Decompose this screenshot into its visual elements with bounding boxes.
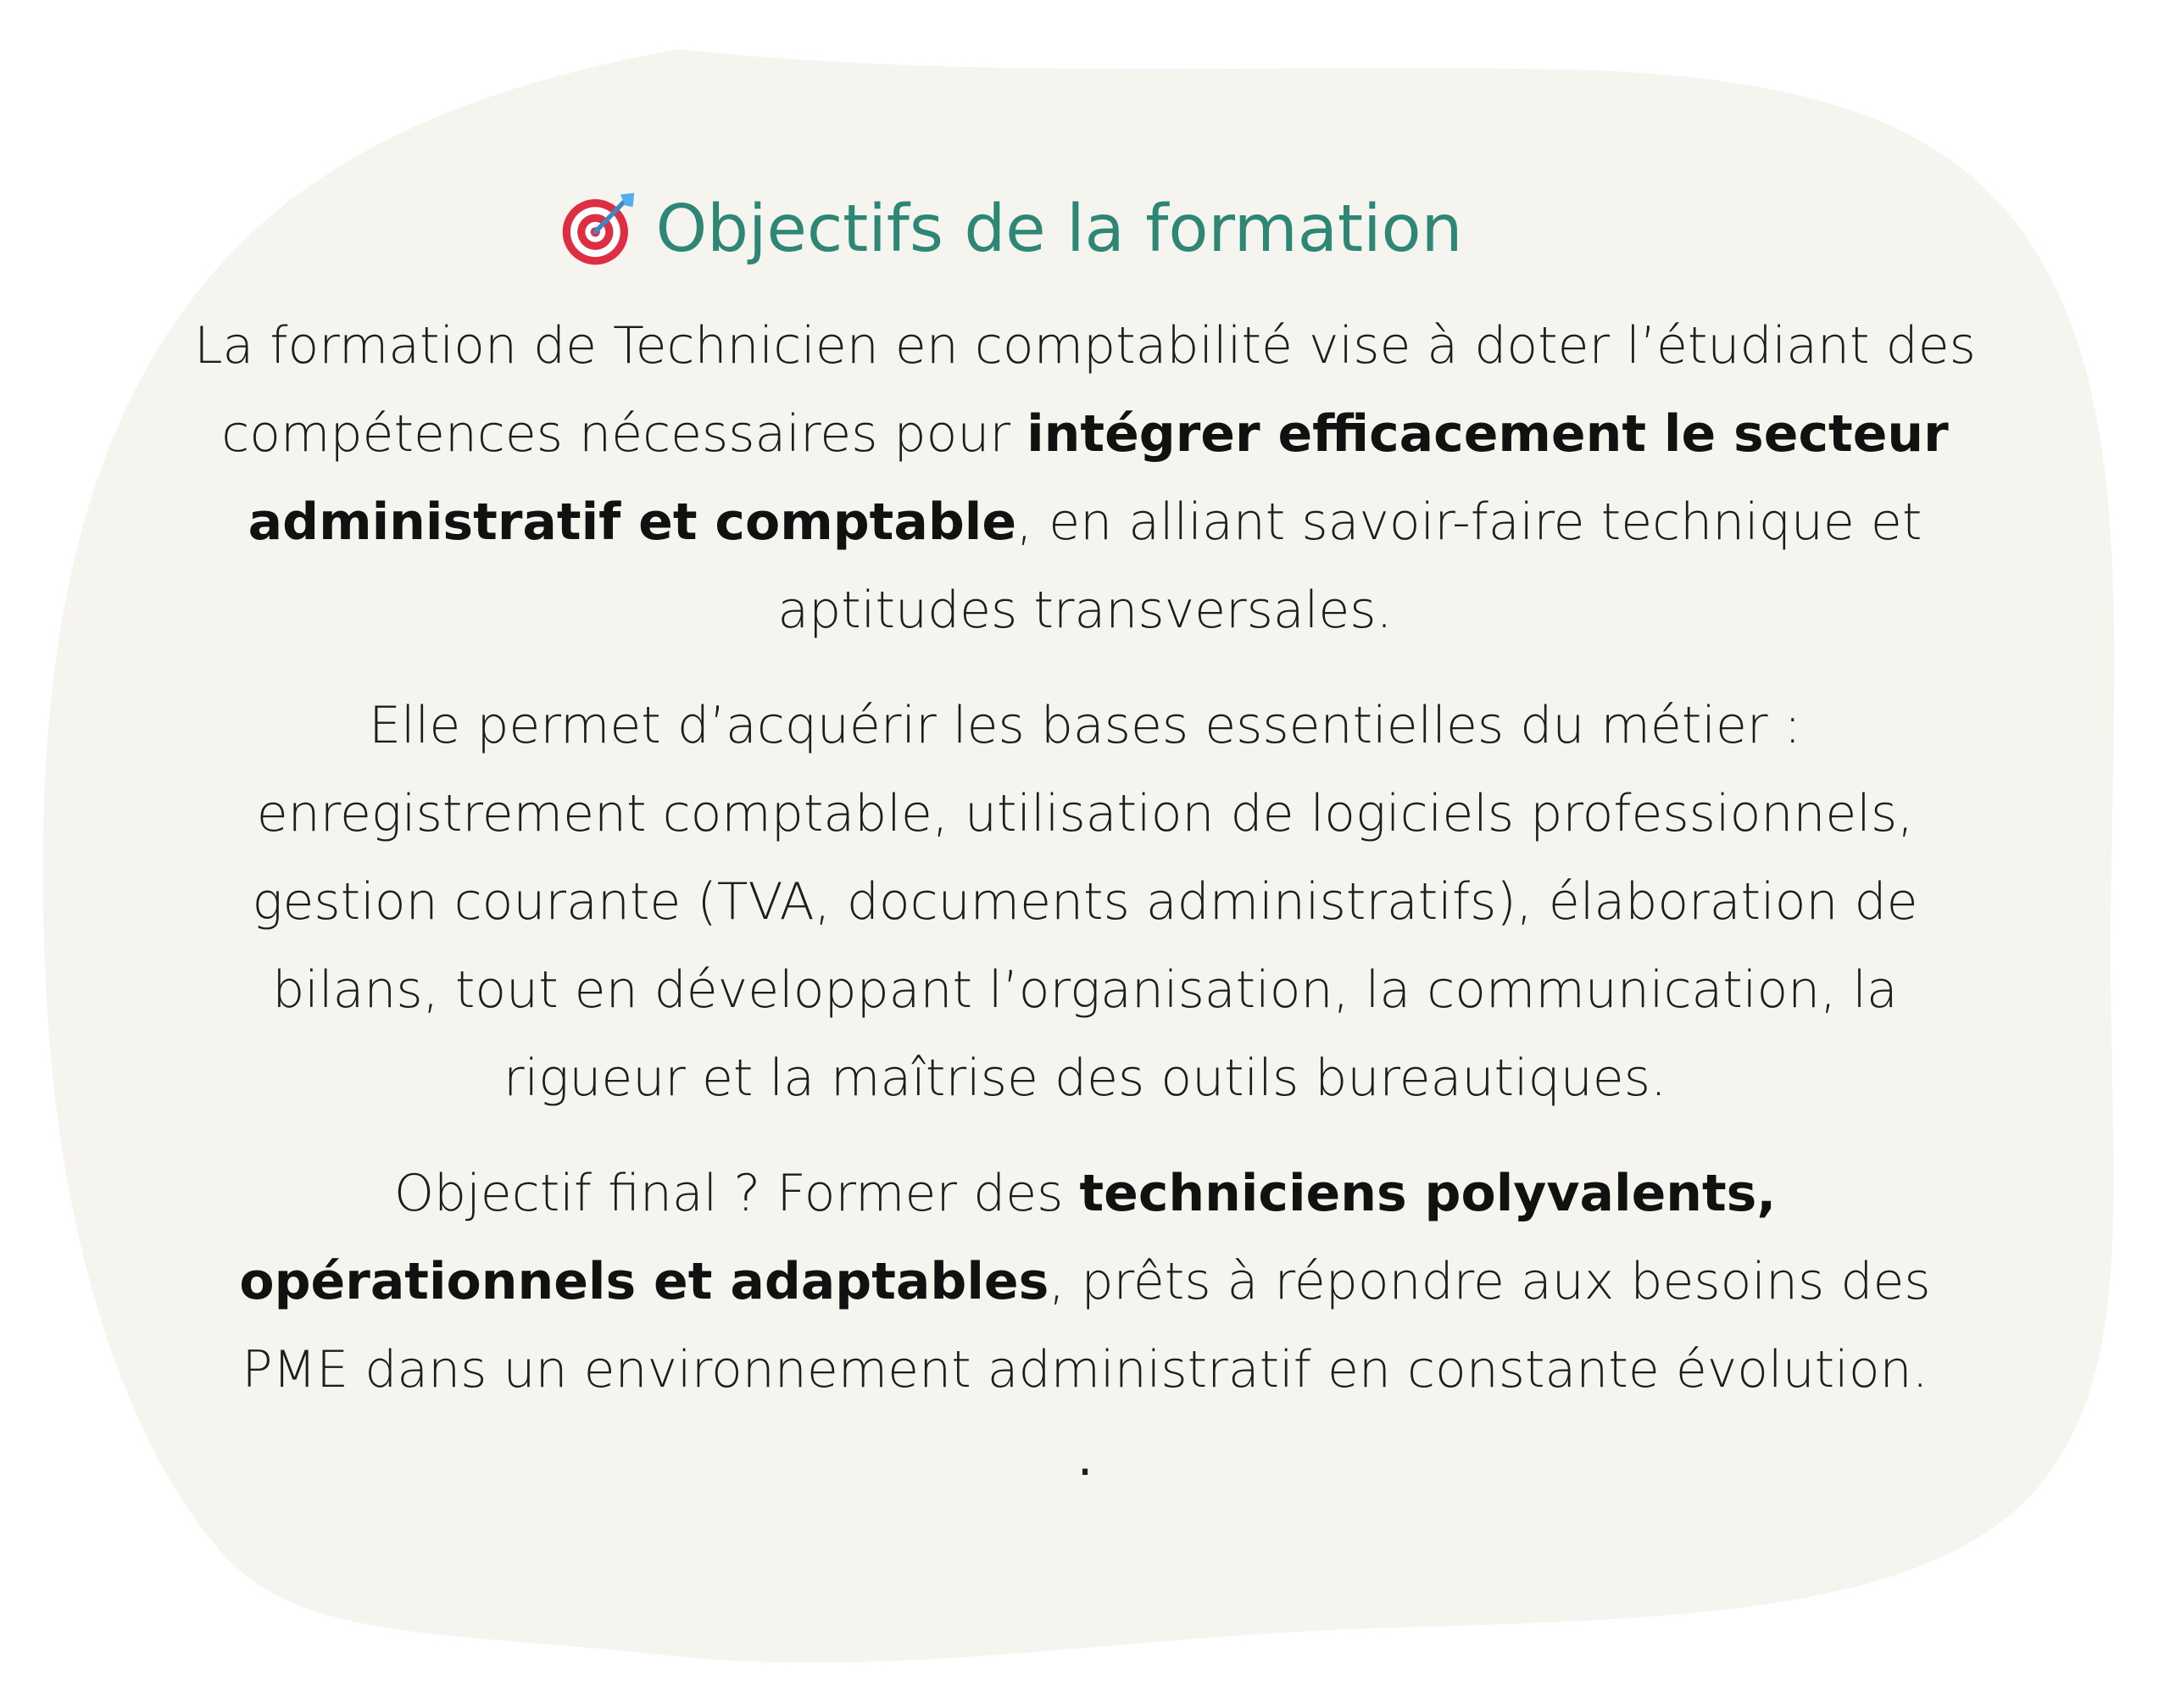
paragraph-goal	[191, 1149, 1979, 1414]
heading-row	[21, 170, 2000, 288]
paragraph-intro-start: La formation de Technicien en comptabilité vise à doter l’étudiant des compétences nécessaires pour	[194, 316, 1976, 464]
paragraph-skills: Elle permet d’acquérir les bases essentielles du métier : enregistrement comptable, utilisation de logiciels professionnels, gestion courante (TVA, documents administratifs), élaboration de bilans, tout en développant l’organisation, la communication, la rigueur et la maîtrise des outils bureautiques.	[252, 696, 1918, 1108]
paragraph-goal-bold: techniciens polyvalents, opérationnels et adaptables	[239, 1164, 1777, 1311]
content	[170, 170, 2000, 1502]
page-title: Objectifs de la formation	[655, 191, 1463, 267]
paragraph-intro-end: , en alliant savoir-faire technique et aptitudes transversales.	[777, 492, 1922, 640]
paragraph-goal-start: Objectif final ? Former des	[393, 1164, 1080, 1223]
paragraph-goal-end: , prêts à répondre aux besoins des PME dans un environnement administratif en constante évolution.	[242, 1252, 1931, 1399]
trailing-dot: .	[1077, 1428, 1093, 1488]
paragraph-intro-bold: intégrer efficacement le secteur administratif et comptable	[248, 404, 1949, 552]
target-icon	[559, 190, 637, 268]
paragraph-intro	[191, 302, 1979, 654]
